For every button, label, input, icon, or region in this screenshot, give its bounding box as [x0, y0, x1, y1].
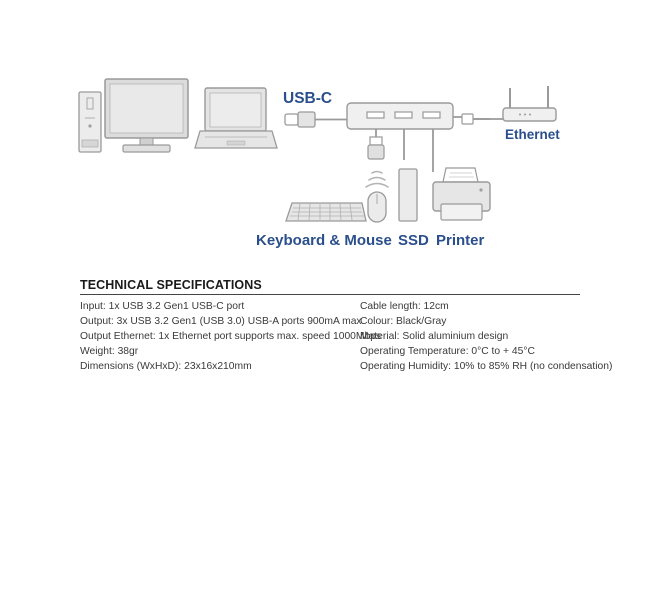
spec-item: Colour: Black/Gray	[360, 316, 447, 327]
spec-item: Operating Humidity: 10% to 85% RH (no condensation)	[360, 361, 613, 372]
keyboard-mouse-label: Keyboard & Mouse	[256, 232, 392, 249]
spec-item: Output Ethernet: 1x Ethernet port supports max. speed 1000Mbps	[80, 331, 382, 342]
technical-specifications	[80, 278, 613, 374]
usb-c-label: USB-C	[283, 90, 333, 107]
wireless-signal-icon	[366, 172, 388, 188]
monitor-icon	[105, 79, 188, 152]
keyboard-icon	[286, 203, 366, 221]
spec-item: Material: Solid aluminium design	[360, 331, 509, 342]
spec-item: Weight: 38gr	[80, 346, 139, 357]
specs-title: TECHNICAL SPECIFICATIONS	[80, 278, 580, 295]
laptop-icon	[195, 88, 277, 148]
mouse-icon	[368, 192, 386, 222]
router-icon	[462, 86, 556, 124]
printer-label: Printer	[436, 232, 485, 249]
ssd-icon	[399, 169, 417, 221]
ethernet-label: Ethernet	[505, 127, 560, 142]
spec-item: Dimensions (WxHxD): 23x16x210mm	[80, 361, 252, 372]
ssd-label: SSD	[398, 232, 429, 249]
spec-item: Cable length: 12cm	[360, 301, 449, 312]
connection-diagram	[0, 0, 660, 265]
desktop-tower-icon	[79, 92, 101, 152]
spec-item: Output: 3x USB 3.2 Gen1 (USB 3.0) USB-A ports 900mA max	[80, 316, 362, 327]
specs-right-column	[360, 299, 613, 374]
spec-item: Input: 1x USB 3.2 Gen1 USB-C port	[80, 301, 245, 312]
usb-c-cable-icon	[285, 112, 347, 127]
printer-icon	[433, 168, 490, 220]
specs-left-column	[80, 299, 382, 374]
spec-item: Operating Temperature: 0°C to + 45°C	[360, 346, 535, 357]
usb-stick-icon	[368, 137, 384, 159]
